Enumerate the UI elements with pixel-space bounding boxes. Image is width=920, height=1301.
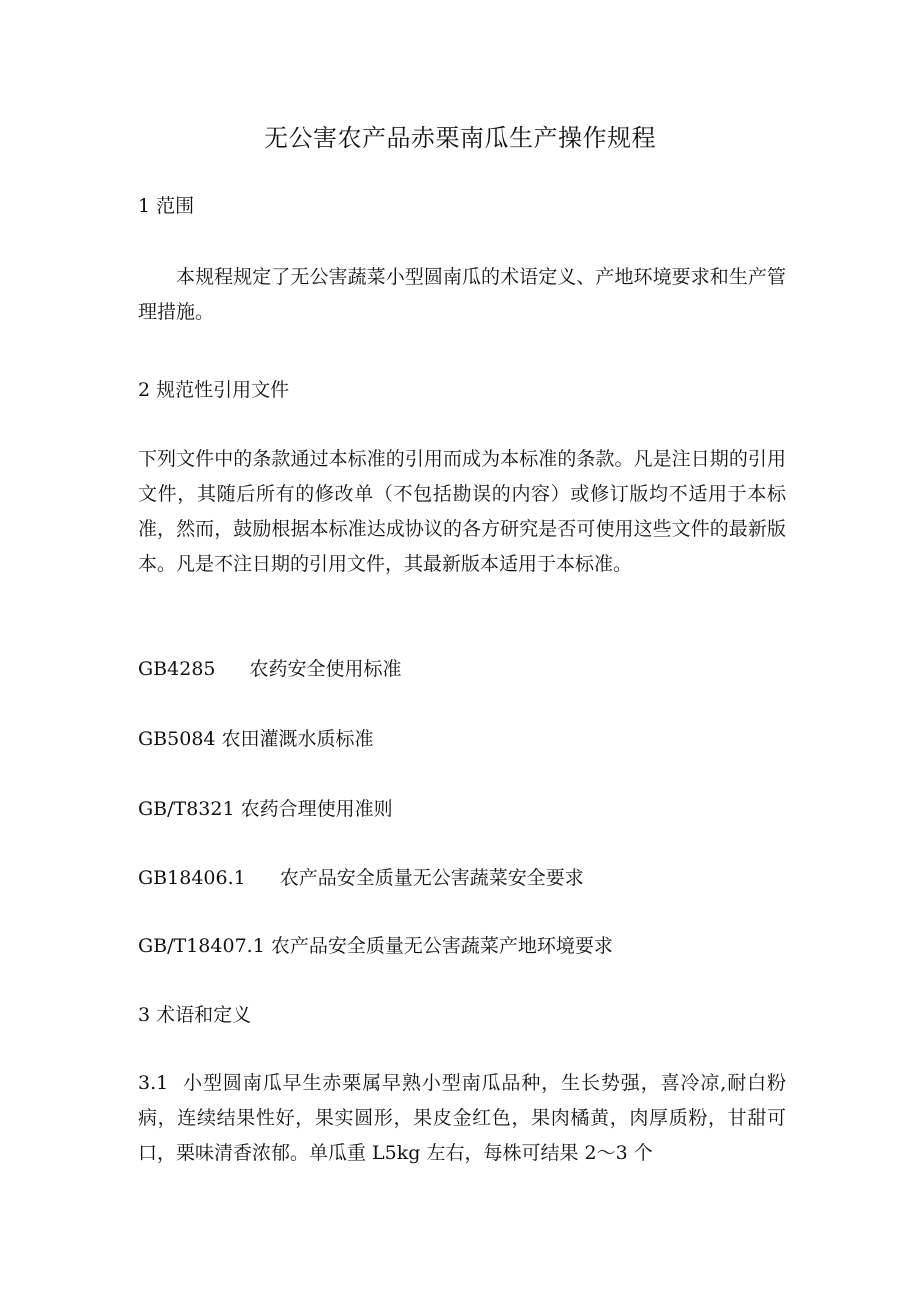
reference-code: GB18406.1 xyxy=(138,867,246,889)
reference-code: GB4285 xyxy=(138,658,216,680)
reference-title: 农药安全使用标准 xyxy=(249,658,402,680)
reference-item xyxy=(138,795,393,823)
reference-item xyxy=(138,725,374,753)
reference-title: 农产品安全质量无公害蔬菜安全要求 xyxy=(279,867,584,889)
reference-code: GB5084 xyxy=(138,728,216,750)
reference-item xyxy=(138,864,584,892)
section-1-body: 本规程规定了无公害蔬菜小型圆南瓜的术语定义、产地环境要求和生产管理措施。 xyxy=(138,266,786,323)
reference-item xyxy=(138,932,613,960)
section-3-item xyxy=(138,1066,786,1171)
section-3-heading: 3 术语和定义 xyxy=(138,1004,252,1026)
section-2-body: 下列文件中的条款通过本标准的引用而成为本标准的条款。凡是注日期的引用文件，其随后所有的修改单（不包括勘误的内容）或修订版均不适用于本标准，然而，鼓励根据本标准达成协议的各方研究是否可使用这些文件的最新版本。凡是不注日期的引用文件，其最新版本适用于本标准。 xyxy=(138,448,786,575)
item-body: 小型圆南瓜早生赤栗属早熟小型南瓜品种，生长势强，喜冷凉,耐白粉病，连续结果性好，果实圆形，果皮金红色，果肉橘黄，肉厚质粉，甘甜可口，栗味清香浓郁。单瓜重 L5kg 左右，每株可结果 2～3 个 xyxy=(138,1072,786,1164)
reference-code: GB/T18407.1 xyxy=(138,935,265,957)
reference-title: 农田灌溉水质标准 xyxy=(221,728,374,750)
reference-code: GB/T8321 xyxy=(138,798,235,820)
section-1-heading: 1 范围 xyxy=(138,195,195,217)
reference-title: 农药合理使用准则 xyxy=(240,798,393,820)
section-2-heading: 2 规范性引用文件 xyxy=(138,379,290,401)
document-title: 无公害农产品赤栗南瓜生产操作规程 xyxy=(264,124,656,152)
reference-title: 农产品安全质量无公害蔬菜产地环境要求 xyxy=(270,935,613,957)
item-number: 3.1 xyxy=(138,1072,169,1094)
reference-item xyxy=(138,655,402,683)
